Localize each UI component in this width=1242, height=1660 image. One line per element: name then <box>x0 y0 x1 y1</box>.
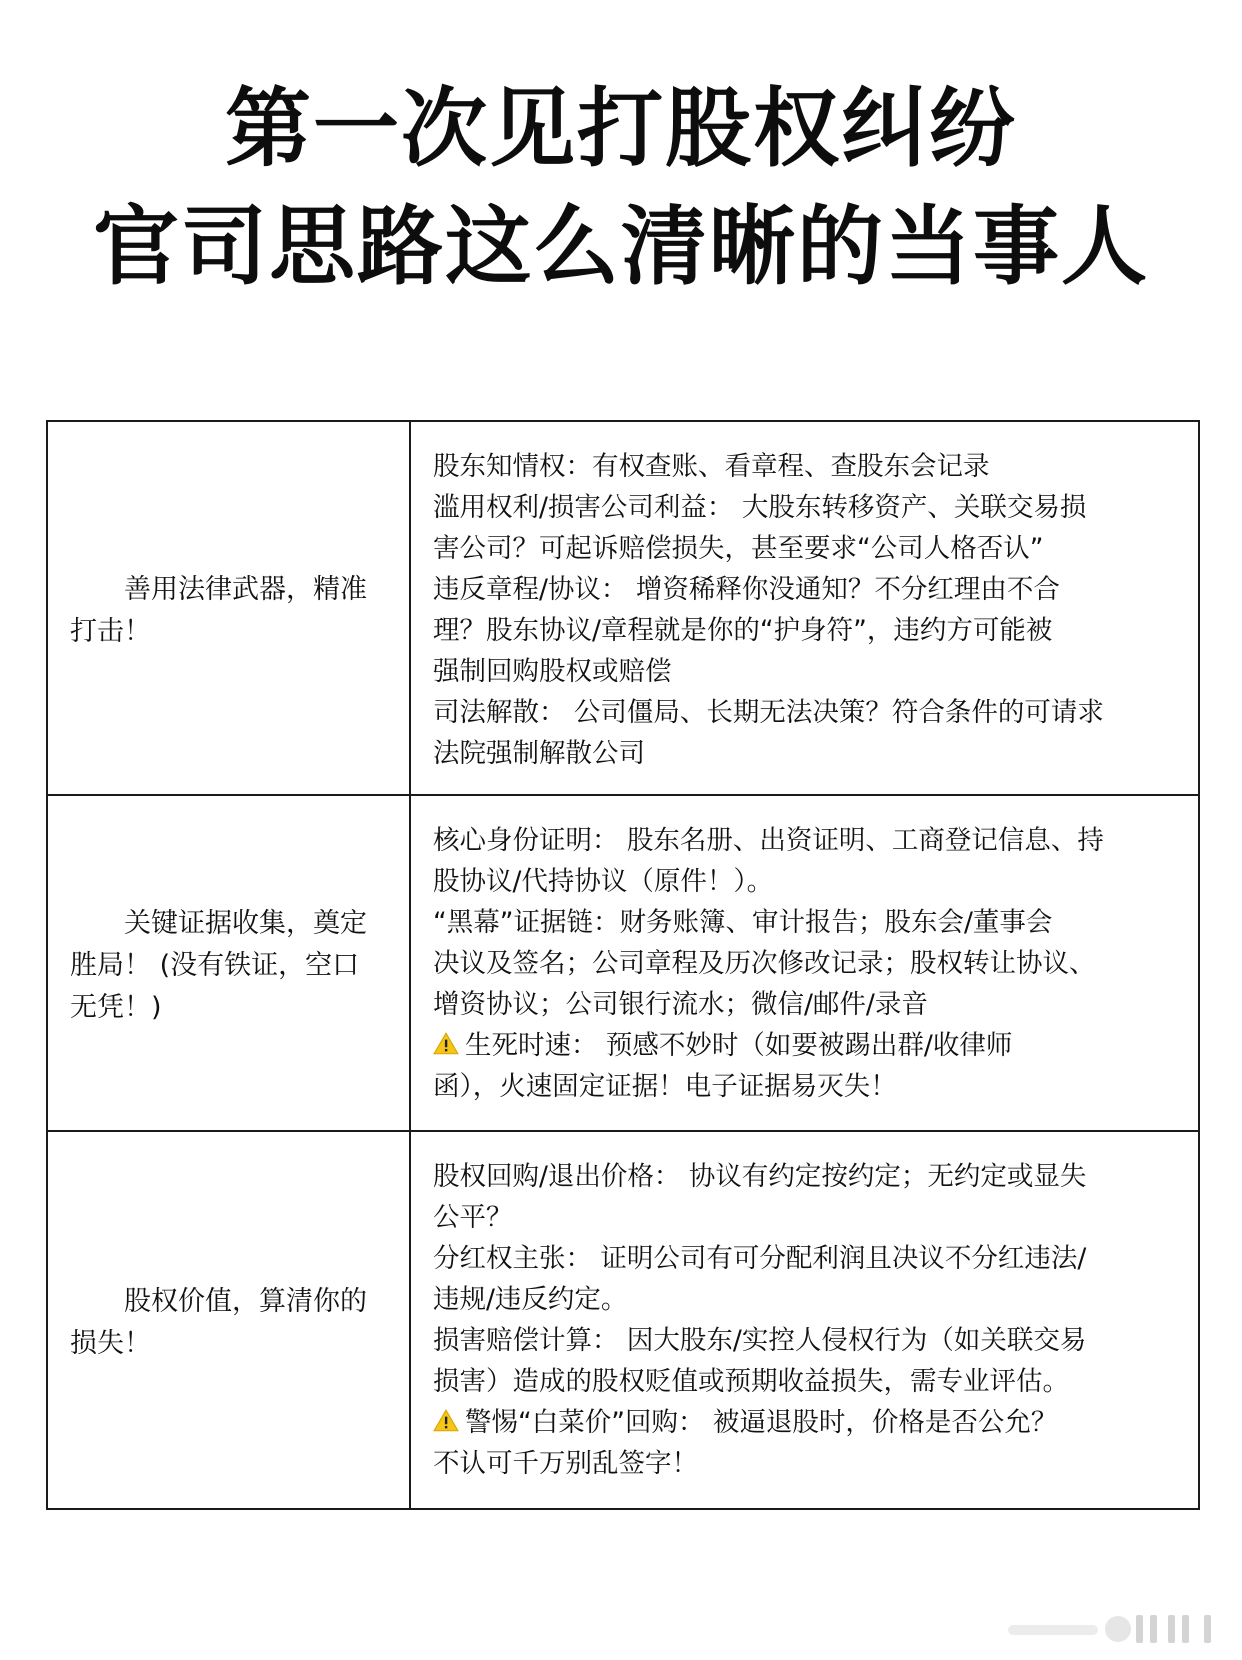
warning-icon <box>433 1408 459 1434</box>
content-line: 增资协议；公司银行流水；微信/邮件/录音 <box>433 989 928 1020</box>
content-line: 理？股东协议/章程就是你的“护身符”，违约方可能被 <box>433 615 1053 646</box>
content-line: 股东知情权：有权查账、看章程、查股东会记录 <box>433 451 990 482</box>
content-line: 害公司？可起诉赔偿损失，甚至要求“公司人格否认” <box>433 533 1044 564</box>
content-line: 函），火速固定证据！电子证据易灭失！ <box>433 1071 897 1102</box>
content-line: 损害赔偿计算： 因大股东/实控人侵权行为（如关联交易 <box>433 1325 1087 1356</box>
watermark-bars-icon <box>1008 1611 1220 1645</box>
info-table <box>46 420 1200 1510</box>
content-line: 股权回购/退出价格： 协议有约定按约定；无约定或显失 <box>433 1161 1087 1192</box>
title-line-1: 第一次见打股权纠纷 <box>225 79 1017 179</box>
title-line-2: 官司思路这么清晰的当事人 <box>93 197 1149 297</box>
content-line: 违反章程/协议： 增资稀释你没通知？不分红理由不合 <box>433 574 1060 605</box>
content-line: 分红权主张： 证明公司有可分配利润且决议不分红违法/ <box>433 1243 1087 1274</box>
row-content-cell <box>411 796 1198 1130</box>
table-row <box>48 796 1198 1132</box>
warning-text: 生死时速： 预感不妙时（如要被踢出群/收律师 <box>465 1030 1013 1061</box>
row-label: 善用法律武器，精准打击！ <box>70 574 367 647</box>
warning-icon <box>433 1031 459 1057</box>
row-label-cell <box>48 422 411 794</box>
row-label: 关键证据收集，奠定胜局！ (没有铁证，空口无凭！) <box>70 908 367 1023</box>
content-line: 决议及签名；公司章程及历次修改记录；股权转让协议、 <box>433 948 1096 979</box>
content-line: 强制回购股权或赔偿 <box>433 656 672 687</box>
row-label: 股权价值，算清你的损失！ <box>70 1286 367 1359</box>
row-content-cell <box>411 1132 1198 1508</box>
content-line: 核心身份证明： 股东名册、出资证明、工商登记信息、持 <box>433 825 1104 856</box>
table-row <box>48 1132 1198 1508</box>
row-content-cell <box>411 422 1198 794</box>
table-row <box>48 422 1198 796</box>
row-label-cell <box>48 1132 411 1508</box>
content-line-warning <box>433 1025 1178 1066</box>
content-line: 股协议/代持协议（原件！）。 <box>433 866 774 897</box>
warning-text: 警惕“白菜价”回购： 被逼退股时，价格是否公允？ <box>465 1407 1058 1438</box>
content-line-warning <box>433 1402 1178 1443</box>
content-line: 法院强制解散公司 <box>433 738 645 769</box>
content-line: 司法解散： 公司僵局、长期无法决策？符合条件的可请求 <box>433 697 1104 728</box>
content-line: 公平？ <box>433 1202 513 1233</box>
content-line: “黑幕”证据链：财务账簿、审计报告；股东会/董事会 <box>433 907 1053 938</box>
content-line: 违规/违反约定。 <box>433 1284 628 1315</box>
content-line: 损害）造成的股权贬值或预期收益损失，需专业评估。 <box>433 1366 1069 1397</box>
page-title <box>0 70 1242 306</box>
content-line: 不认可千万别乱签字！ <box>433 1448 698 1479</box>
content-line: 滥用权利/损害公司利益： 大股东转移资产、关联交易损 <box>433 492 1087 523</box>
row-label-cell <box>48 796 411 1130</box>
